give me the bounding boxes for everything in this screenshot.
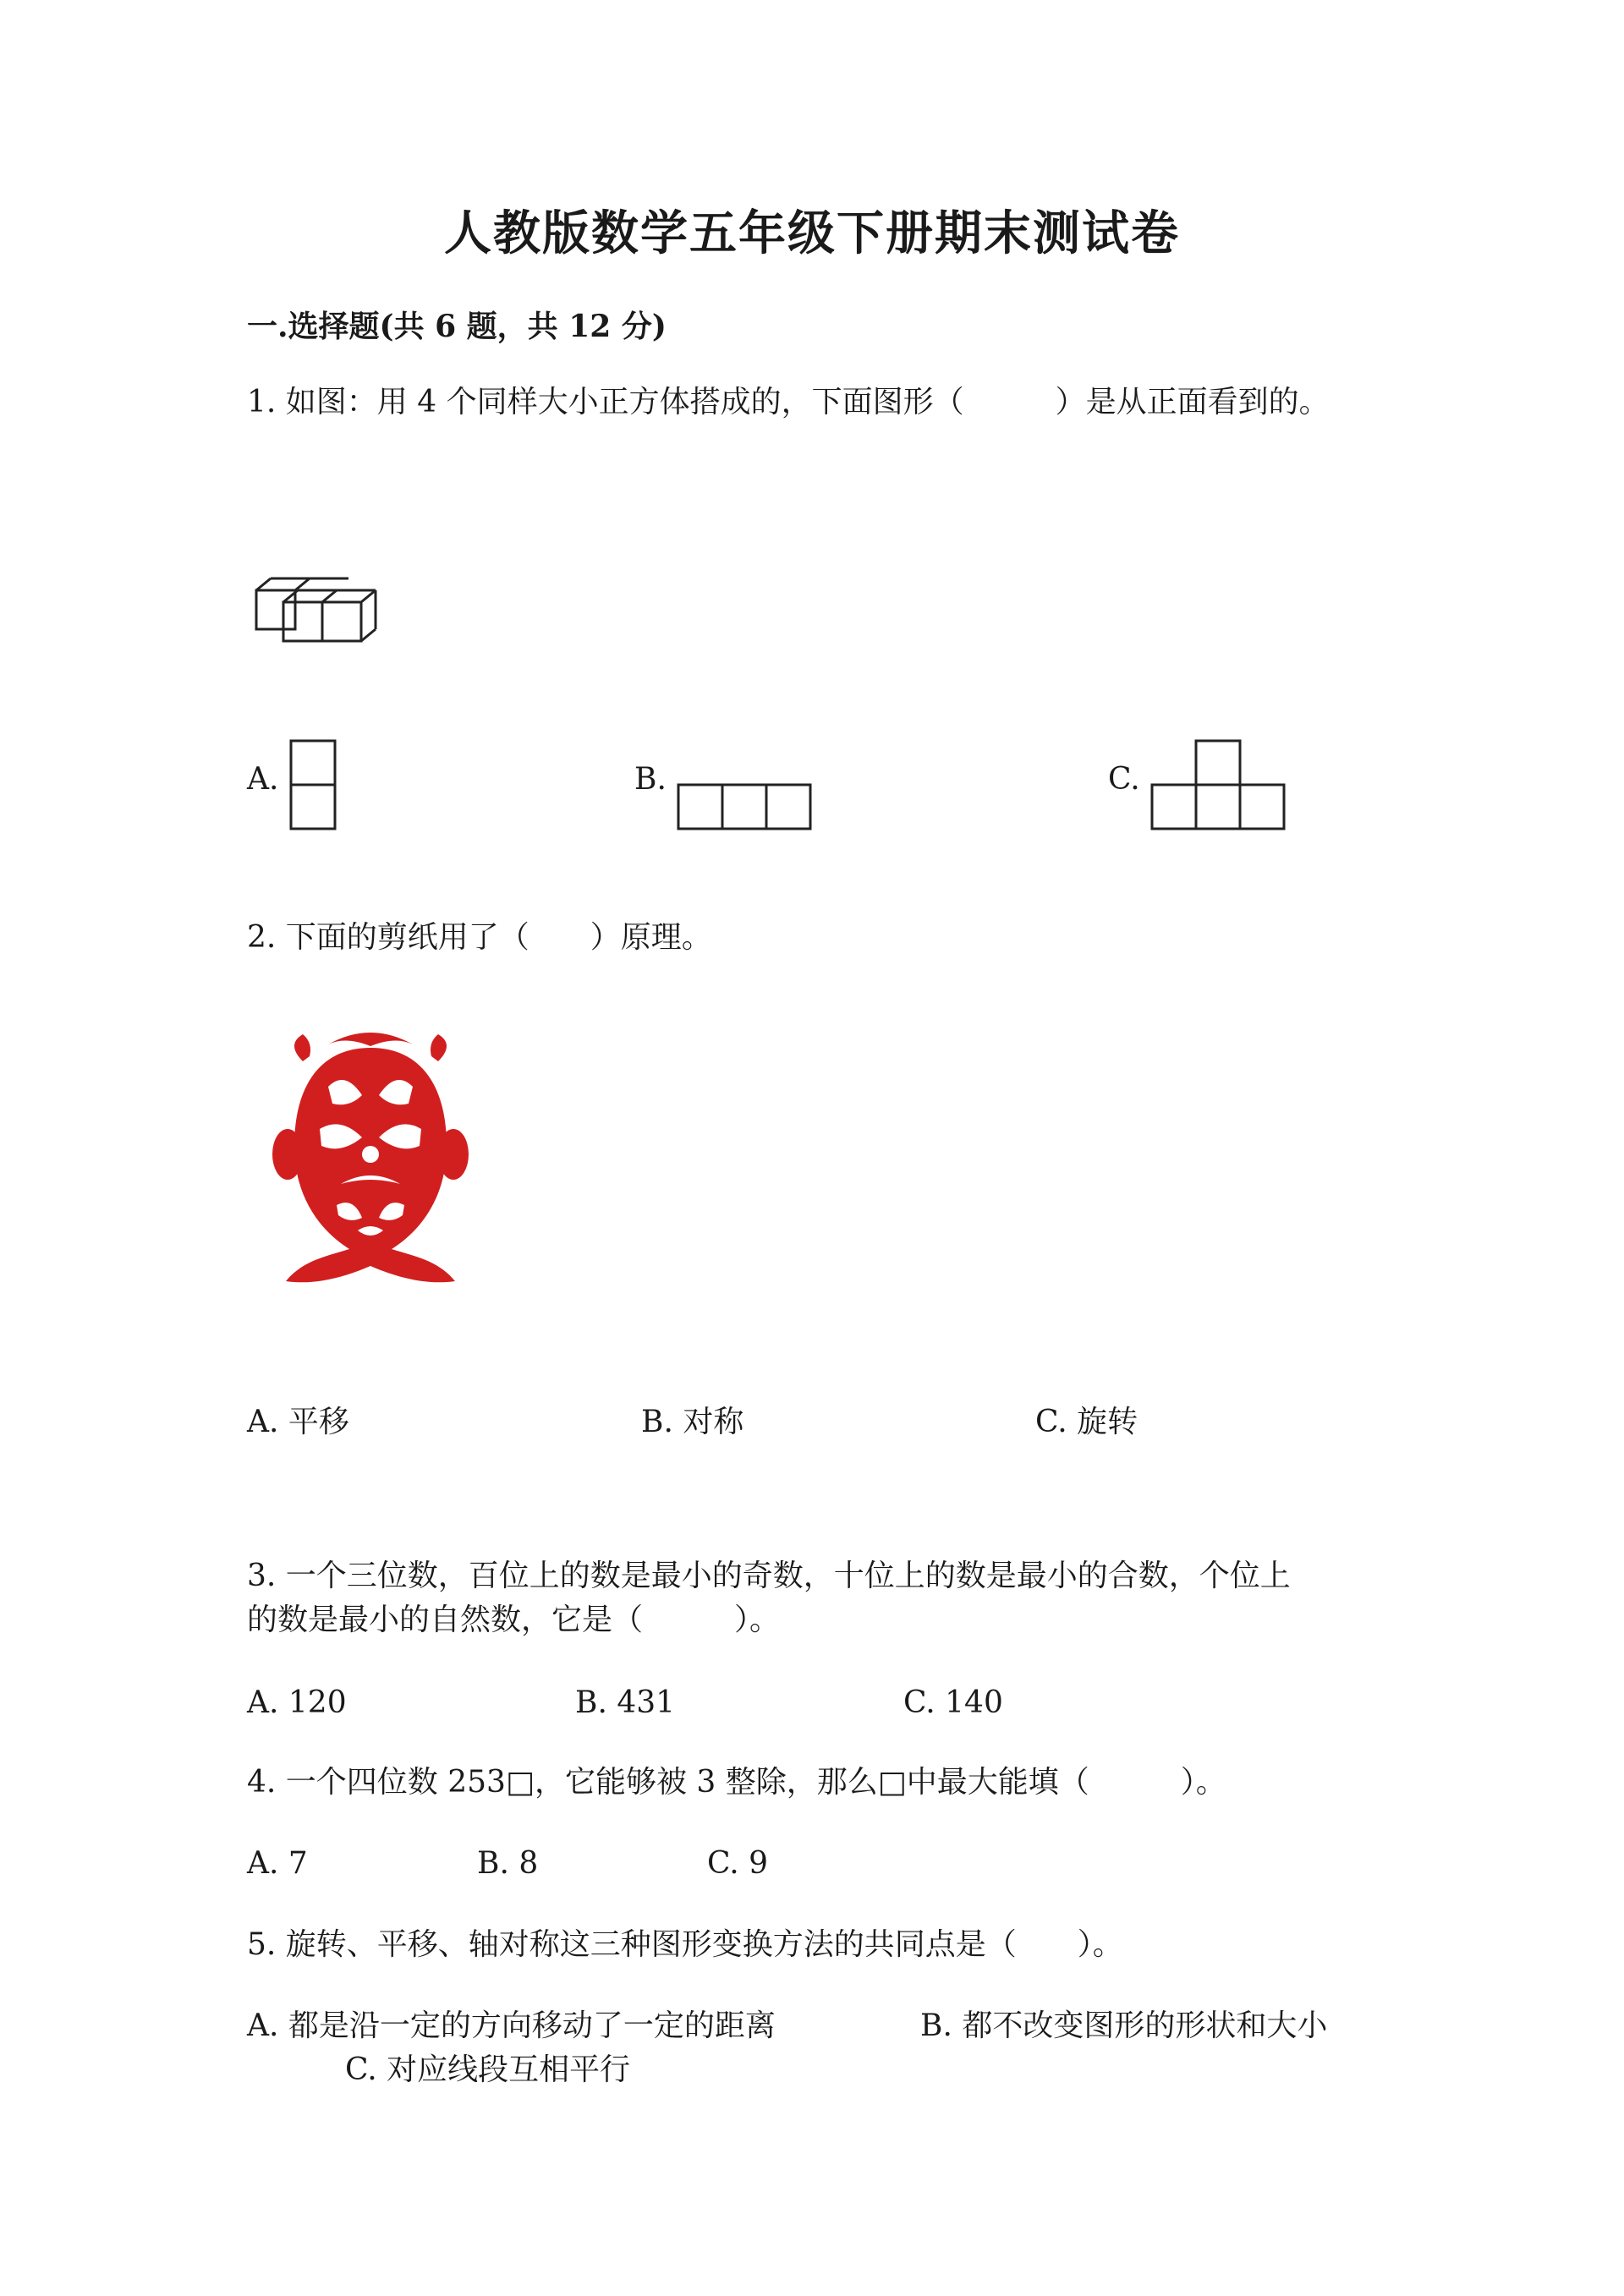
question-3-text-line-2: 的数是最小的自然数，它是（ ）。 xyxy=(247,1603,781,1637)
question-1-option-b[interactable]: B. xyxy=(634,762,667,797)
paper-cut-mask-image xyxy=(269,1027,472,1307)
option-c-figure xyxy=(1149,737,1286,832)
question-2-option-c[interactable]: C. 旋转 xyxy=(1035,1405,1138,1439)
page-title: 人教版数学五年级下册期末测试卷 xyxy=(444,205,1180,261)
question-4-option-b[interactable]: B. 8 xyxy=(477,1846,539,1881)
question-3-option-a[interactable]: A. 120 xyxy=(247,1685,347,1720)
question-4-option-a[interactable]: A. 7 xyxy=(247,1846,308,1881)
question-1-option-c[interactable]: C. xyxy=(1108,762,1140,797)
question-5-option-c[interactable]: C. 对应线段互相平行 xyxy=(345,2052,631,2087)
question-1-text: 1. 如图：用 4 个同样大小正方体搭成的，下面图形（ ）是从正面看到的。 xyxy=(247,385,1330,419)
question-5-text: 5. 旋转、平移、轴对称这三种图形变换方法的共同点是（ ）。 xyxy=(247,1927,1123,1962)
question-1-option-a[interactable]: A. xyxy=(247,762,279,797)
question-2-option-a[interactable]: A. 平移 xyxy=(247,1405,349,1439)
cube-stack-figure xyxy=(254,575,381,651)
question-3-option-b[interactable]: B. 431 xyxy=(575,1685,676,1720)
question-5-option-a[interactable]: A. 都是沿一定的方向移动了一定的距离 xyxy=(247,2008,776,2043)
question-4-option-c[interactable]: C. 9 xyxy=(707,1846,769,1881)
question-3-option-c[interactable]: C. 140 xyxy=(903,1685,1003,1720)
question-2-option-b[interactable]: B. 对称 xyxy=(641,1405,744,1439)
option-b-figure xyxy=(675,781,812,832)
question-5-option-b[interactable]: B. 都不改变图形的形状和大小 xyxy=(920,2008,1328,2043)
question-2-text: 2. 下面的剪纸用了（ ）原理。 xyxy=(247,920,712,955)
question-3-text-line-1: 3. 一个三位数，百位上的数是最小的奇数，十位上的数是最小的合数，个位上 xyxy=(247,1559,1291,1593)
question-4-text: 4. 一个四位数 253□，它能够被 3 整除，那么□中最大能填（ ）。 xyxy=(247,1765,1226,1800)
option-a-figure xyxy=(288,737,338,832)
section-heading: 一.选择题(共 6 题，共 12 分) xyxy=(247,309,667,344)
